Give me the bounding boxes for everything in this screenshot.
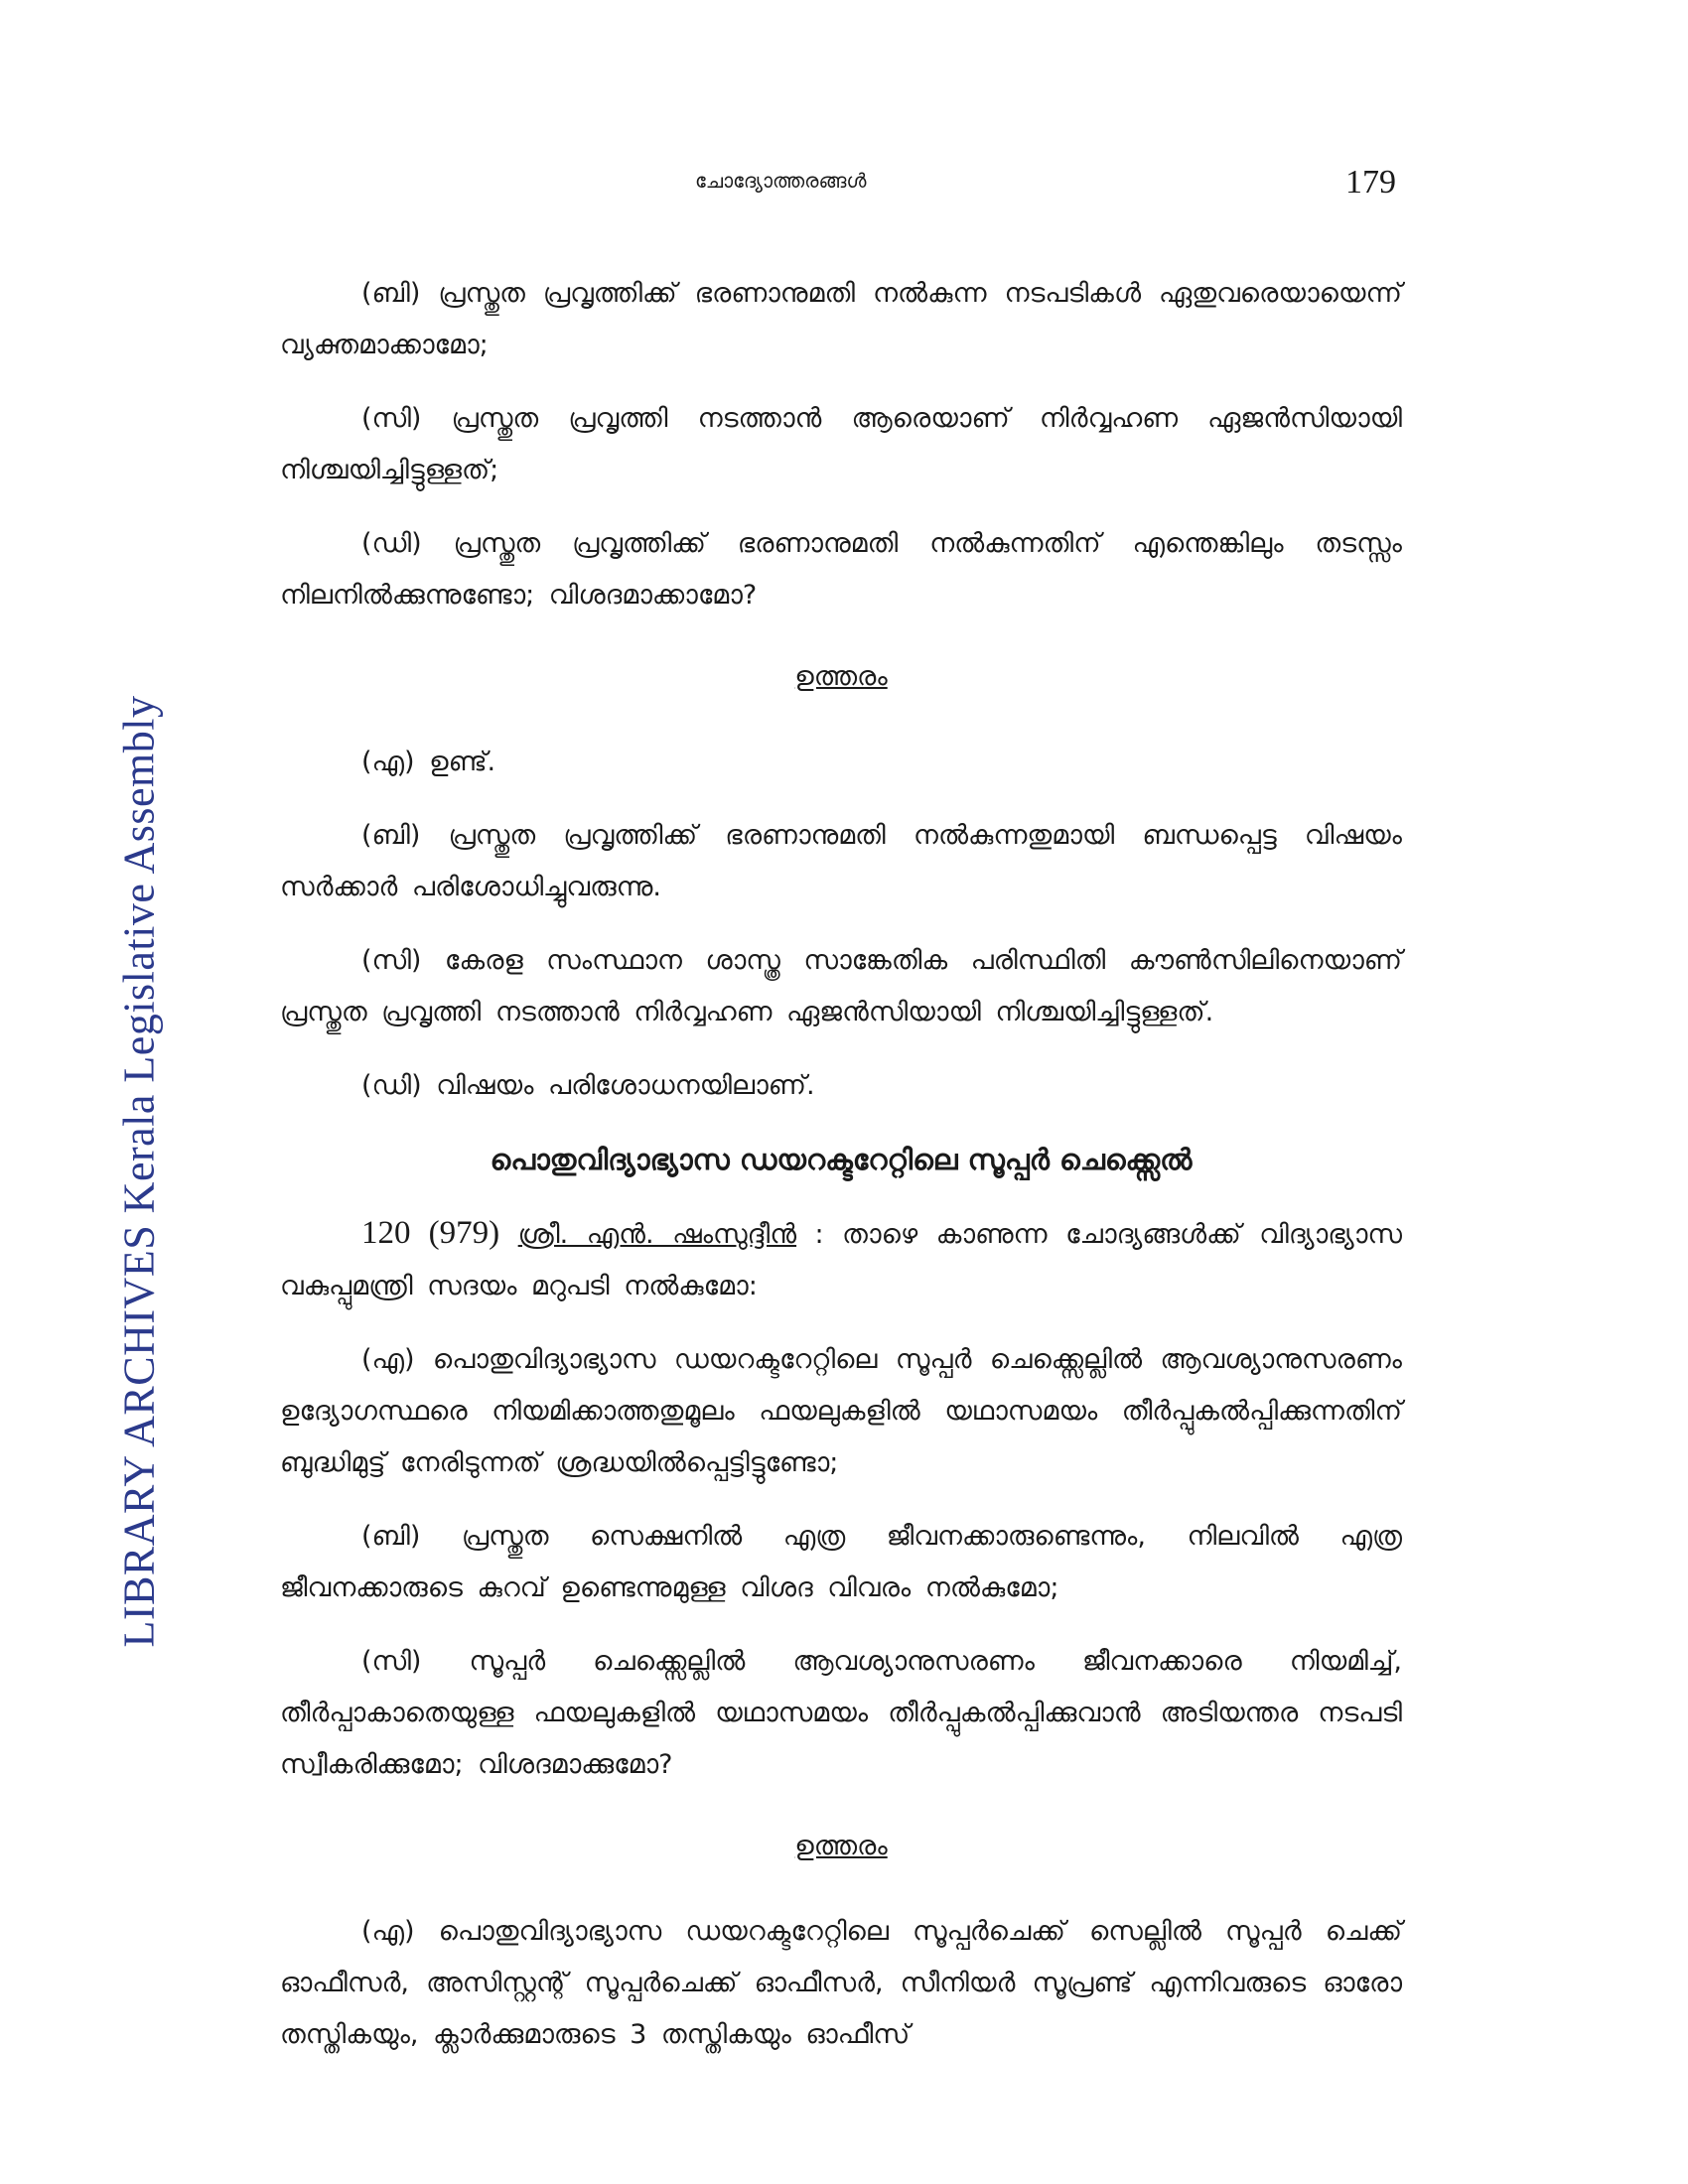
- answer2-part-a: (എ) പൊതുവിദ്യാഭ്യാസ ഡയറക്ടറേറ്റിലെ സൂപ്പർചെക്ക് സെല്ലിൽ സൂപ്പർ ചെക്ക് ഓഫീസർ, അസിസ്റ്റന്റ് സൂപ്പർചെക്ക് ഓഫീസർ, സീനിയർ സൂപ്രണ്ട് എന്നിവരുടെ ഓരോ തസ്തികയും, ക്ലാർക്കുമാരുടെ 3 തസ്തികയും ഓഫീസ്: [280, 1916, 1402, 2050]
- page-body: [280, 268, 1402, 2061]
- question-asker: ശ്രീ. എൻ. ഷംസുദ്ദീൻ: [517, 1219, 797, 1250]
- question2-part-b: (ബി) പ്രസ്തുത സെക്ഷനിൽ എത്ര ജീവനക്കാരുണ്ടെന്നും, നിലവിൽ എത്ര ജീവനക്കാരുടെ കുറവ് ഉണ്ടെന്നുമുള്ള വിശദ വിവരം നൽകുമോ;: [280, 1521, 1402, 1603]
- question-part-b: (ബി) പ്രസ്തുത പ്രവൃത്തിക്ക് ഭരണാനുമതി നൽകുന്ന നടപടികൾ ഏതുവരെയായെന്ന് വ്യക്തമാക്കാമോ;: [280, 278, 1402, 360]
- answer-heading: ഉത്തരം: [794, 661, 888, 692]
- page-number: 179: [1345, 164, 1396, 201]
- answer-part-c: (സി) കേരള സംസ്ഥാന ശാസ്ത്ര സാങ്കേതിക പരിസ്ഥിതി കൗൺസിലിനെയാണ് പ്രസ്തുത പ്രവൃത്തി നടത്താൻ നിർവ്വഹണ ഏജൻസിയായി നിശ്ചയിച്ചിട്ടുള്ളത്.: [280, 945, 1402, 1027]
- question2-part-c: (സി) സൂപ്പർ ചെക്ക്സെല്ലിൽ ആവശ്യാനുസരണം ജീവനക്കാരെ നിയമിച്ച്, തീർപ്പാകാതെയുള്ള ഫയലുകളിൽ യഥാസമയം തീർപ്പുകൽപ്പിക്കുവാൻ അടിയന്തര നടപടി സ്വീകരിക്കുമോ; വിശദമാക്കുമോ?: [280, 1646, 1402, 1780]
- answer2-heading: ഉത്തരം: [794, 1831, 888, 1861]
- answer-part-d: (ഡി) വിഷയം പരിശോധനയിലാണ്.: [361, 1070, 815, 1101]
- question-intro-text: : താഴെ കാണുന്ന ചോദ്യങ്ങൾക്ക് വിദ്യാഭ്യാസ വകുപ്പുമന്ത്രി സദയം മറുപടി നൽകുമോ:: [280, 1219, 1402, 1301]
- archive-watermark: LIBRARY ARCHIVES Kerala Legislative Assembly: [114, 695, 164, 1648]
- question-number: 120 (979): [361, 1215, 500, 1251]
- question2-part-a: (എ) പൊതുവിദ്യാഭ്യാസ ഡയറക്ടറേറ്റിലെ സൂപ്പർ ചെക്ക്സെല്ലിൽ ആവശ്യാനുസരണം ഉദ്യോഗസ്ഥരെ നിയമിക്കാത്തതുമൂലം ഫയലുകളിൽ യഥാസമയം തീർപ്പുകൽപ്പിക്കുന്നതിന് ബുദ്ധിമുട്ട് നേരിടുന്നത് ശ്രദ്ധയിൽപ്പെട്ടിട്ടുണ്ടോ;: [280, 1344, 1402, 1478]
- running-title: ചോദ്യോത്തരങ്ങൾ: [695, 169, 867, 193]
- question-part-c: (സി) പ്രസ്തുത പ്രവൃത്തി നടത്താൻ ആരെയാണ് നിർവ്വഹണ ഏജൻസിയായി നിശ്ചയിച്ചിട്ടുള്ളത്;: [280, 403, 1402, 485]
- answer-part-b: (ബി) പ്രസ്തുത പ്രവൃത്തിക്ക് ഭരണാനുമതി നൽകുന്നതുമായി ബന്ധപ്പെട്ട വിഷയം സർക്കാർ പരിശോധിച്ചുവരുന്നു.: [280, 820, 1402, 902]
- answer-part-a: (എ) ഉണ്ട്.: [361, 747, 496, 777]
- question-part-d: (ഡി) പ്രസ്തുത പ്രവൃത്തിക്ക് ഭരണാനുമതി നൽകുന്നതിന് എന്തെങ്കിലും തടസ്സം നിലനിൽക്കുന്നുണ്ടോ; വിശദമാക്കാമോ?: [280, 528, 1402, 611]
- question-intro: [280, 1207, 1402, 1312]
- section-title: പൊതുവിദ്യാഭ്യാസ ഡയറക്ടറേറ്റിലെ സൂപ്പർ ചെക്ക്സെൽ: [490, 1143, 1193, 1176]
